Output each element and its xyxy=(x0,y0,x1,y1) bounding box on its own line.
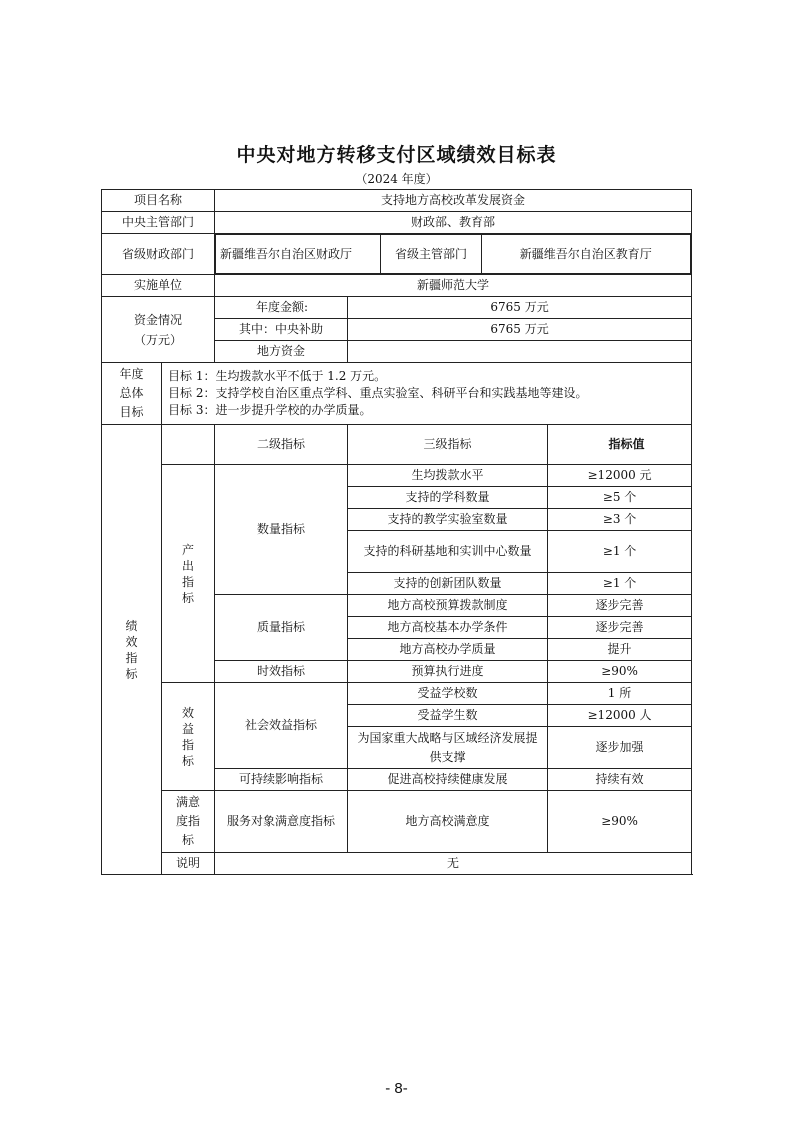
header-value: 指标值 xyxy=(548,425,692,465)
note-label: 说明 xyxy=(162,853,215,875)
funds-central-label: 其中：中央补助 xyxy=(215,319,348,341)
prov-dept-value: 新疆维吾尔自治区教育厅 xyxy=(481,235,690,274)
table-row xyxy=(102,683,692,705)
output-indicator-label: 产出指标 xyxy=(162,465,215,683)
indicator-value: ≥3 个 xyxy=(548,509,692,531)
funds-central-value: 6765 万元 xyxy=(348,319,692,341)
indicator-name: 受益学生数 xyxy=(348,705,548,727)
goal-item: 目标 1：生均拨款水平不低于 1.2 万元。 xyxy=(168,369,387,383)
indicator-value: 提升 xyxy=(548,639,692,661)
indicator-value: 持续有效 xyxy=(548,769,692,791)
indicator-name: 地方高校预算拨款制度 xyxy=(348,595,548,617)
header-level2: 二级指标 xyxy=(215,425,348,465)
table-row xyxy=(102,465,692,487)
quantity-indicator-label: 数量指标 xyxy=(215,465,348,595)
indicator-value: ≥5 个 xyxy=(548,487,692,509)
funds-annual-label: 年度金额: xyxy=(215,297,348,319)
impl-unit-label: 实施单位 xyxy=(102,275,215,297)
row-provincial xyxy=(102,234,692,275)
goals-list xyxy=(162,363,692,425)
row-note xyxy=(102,853,692,875)
central-dept-label: 中央主管部门 xyxy=(102,212,215,234)
prov-fin-label: 省级财政部门 xyxy=(102,234,215,275)
indicator-name: 为国家重大战略与区域经济发展提供支撑 xyxy=(348,727,548,769)
satisfaction-indicator-label: 满意度指标 xyxy=(162,791,215,853)
effect-indicator-label: 效益指标 xyxy=(162,683,215,791)
indicator-value: ≥12000 人 xyxy=(548,705,692,727)
indicator-name: 促进高校持续健康发展 xyxy=(348,769,548,791)
indicator-value: 1 所 xyxy=(548,683,692,705)
indicator-name: 地方高校满意度 xyxy=(348,791,548,853)
indicator-value: 逐步完善 xyxy=(548,595,692,617)
indicator-name: 预算执行进度 xyxy=(348,661,548,683)
indicator-value: ≥1 个 xyxy=(548,531,692,573)
prov-fin-value: 新疆维吾尔自治区财政厅 xyxy=(216,235,381,274)
indicator-value: ≥90% xyxy=(548,661,692,683)
indicator-name: 支持的学科数量 xyxy=(348,487,548,509)
indicators-label: 绩效指标 xyxy=(102,425,162,875)
indicator-value: 逐步完善 xyxy=(548,617,692,639)
central-dept-value: 财政部、教育部 xyxy=(215,212,692,234)
sustain-indicator-label: 可持续影响指标 xyxy=(215,769,348,791)
impl-unit-value: 新疆师范大学 xyxy=(215,275,692,297)
table-row xyxy=(102,791,692,853)
row-indicator-header xyxy=(102,425,692,465)
quality-indicator-label: 质量指标 xyxy=(215,595,348,661)
page-title: 中央对地方转移支付区域绩效目标表 xyxy=(236,144,557,166)
indicator-name: 地方高校基本办学条件 xyxy=(348,617,548,639)
indicator-name: 地方高校办学质量 xyxy=(348,639,548,661)
note-value: 无 xyxy=(215,853,692,875)
funds-annual-value: 6765 万元 xyxy=(348,297,692,319)
funds-label: 资金情况（万元） xyxy=(102,297,215,363)
page-number: - 8- xyxy=(385,1080,408,1097)
goal-item: 目标 2：支持学校自治区重点学科、重点实验室、科研平台和实践基地等建设。 xyxy=(168,386,588,400)
timeliness-indicator-label: 时效指标 xyxy=(215,661,348,683)
social-indicator-label: 社会效益指标 xyxy=(215,683,348,769)
row-goals xyxy=(102,363,692,425)
indicator-name: 支持的科研基地和实训中心数量 xyxy=(348,531,548,573)
goals-label: 年度总体目标 xyxy=(102,363,162,425)
service-indicator-label: 服务对象满意度指标 xyxy=(215,791,348,853)
prov-cell xyxy=(215,234,692,275)
indicator-value: ≥12000 元 xyxy=(548,465,692,487)
funds-local-label: 地方资金 xyxy=(215,341,348,363)
row-project-name xyxy=(102,190,692,212)
prov-dept-label: 省级主管部门 xyxy=(381,235,481,274)
indicator-name: 支持的教学实验室数量 xyxy=(348,509,548,531)
page-subtitle: （2024 年度） xyxy=(355,172,438,186)
indicator-value: ≥90% xyxy=(548,791,692,853)
project-name-value: 支持地方高校改革发展资金 xyxy=(215,190,692,212)
row-impl-unit xyxy=(102,275,692,297)
row-funds-annual xyxy=(102,297,692,319)
header-level1 xyxy=(162,425,215,465)
header-level3: 三级指标 xyxy=(348,425,548,465)
indicator-name: 受益学校数 xyxy=(348,683,548,705)
goal-item: 目标 3：进一步提升学校的办学质量。 xyxy=(168,403,372,417)
indicator-value: 逐步加强 xyxy=(548,727,692,769)
indicator-name: 生均拨款水平 xyxy=(348,465,548,487)
row-central-dept xyxy=(102,212,692,234)
project-name-label: 项目名称 xyxy=(102,190,215,212)
indicator-value: ≥1 个 xyxy=(548,573,692,595)
performance-table xyxy=(101,189,692,875)
indicator-name: 支持的创新团队数量 xyxy=(348,573,548,595)
funds-local-value xyxy=(348,341,692,363)
